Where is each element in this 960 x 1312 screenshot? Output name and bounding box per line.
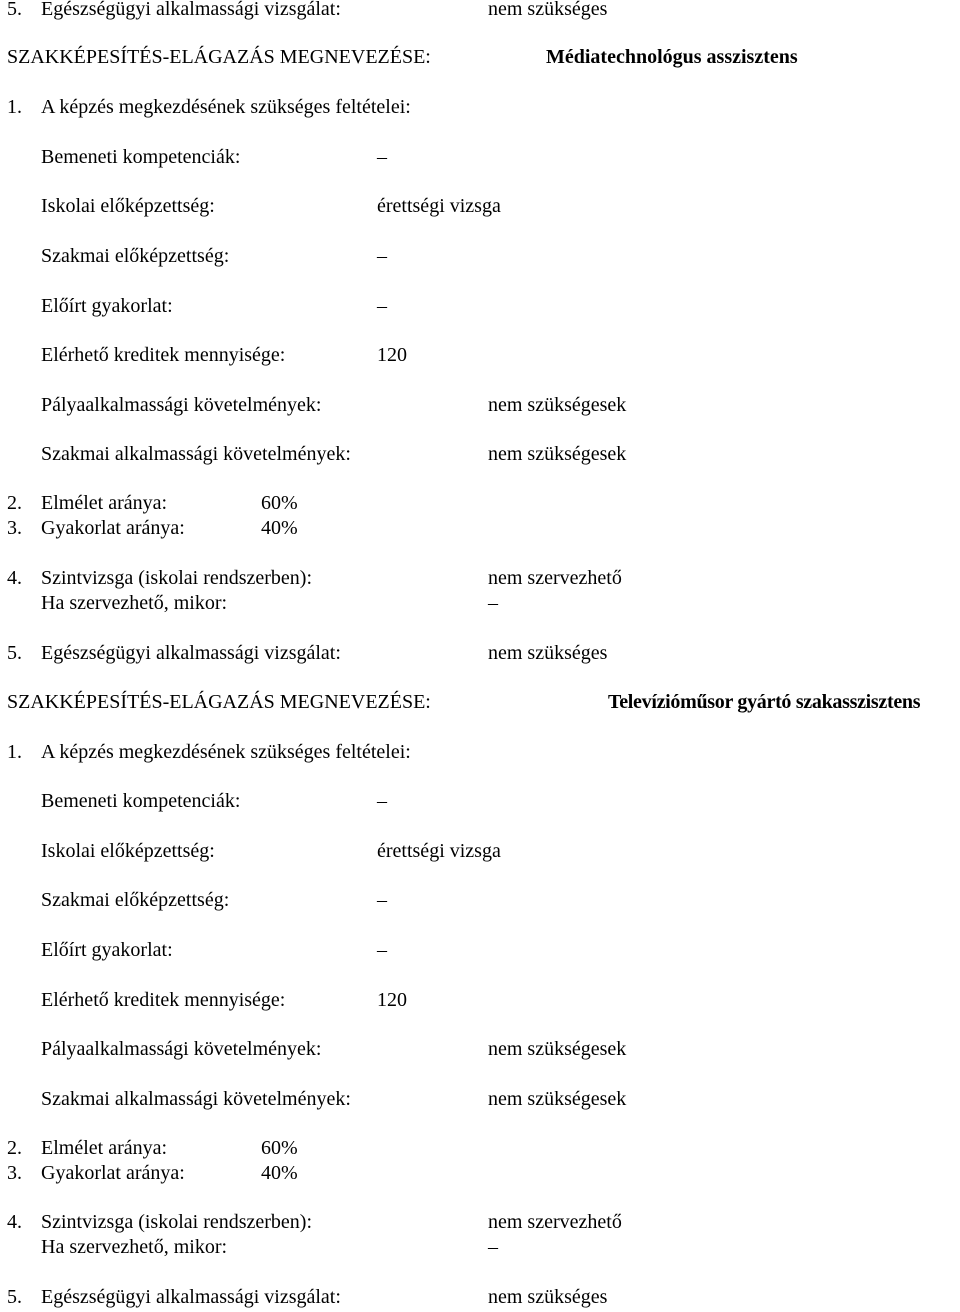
theory-ratio-value: 60%	[261, 492, 298, 514]
practice-ratio-label: Gyakorlat aránya:	[41, 517, 185, 539]
theory-ratio-number: 2.	[7, 1137, 22, 1159]
input-competencies-label: Bemeneti kompetenciák:	[41, 790, 241, 812]
theory-ratio-number: 2.	[7, 492, 22, 514]
required-practice-value: –	[377, 295, 387, 317]
school-prerequisite-label: Iskolai előképzettség:	[41, 195, 215, 217]
health-exam-value: nem szükséges	[488, 0, 608, 20]
required-practice-label: Előírt gyakorlat:	[41, 295, 173, 317]
practice-ratio-number: 3.	[7, 517, 22, 539]
input-competencies-value: –	[377, 790, 387, 812]
health-exam-label: Egészségügyi alkalmassági vizsgálat:	[41, 642, 341, 664]
professional-prerequisite-value: –	[377, 889, 387, 911]
career-aptitude-value: nem szükségesek	[488, 1038, 627, 1060]
branch-heading-label: SZAKKÉPESÍTÉS-ELÁGAZÁS MEGNEVEZÉSE:	[7, 691, 431, 713]
level-exam-label: Szintvizsga (iskolai rendszerben):	[41, 567, 313, 589]
professional-aptitude-label: Szakmai alkalmassági követelmények:	[41, 1088, 351, 1110]
level-exam-when-label: Ha szervezhető, mikor:	[41, 1236, 228, 1258]
health-exam-label: Egészségügyi alkalmassági vizsgálat:	[41, 1286, 341, 1308]
school-prerequisite-value: érettségi vizsga	[377, 840, 501, 862]
practice-ratio-value: 40%	[261, 517, 298, 539]
level-exam-label: Szintvizsga (iskolai rendszerben):	[41, 1211, 313, 1233]
health-exam-value: nem szükséges	[488, 1286, 608, 1308]
theory-ratio-label: Elmélet aránya:	[41, 1137, 168, 1159]
credits-label: Elérhető kreditek mennyisége:	[41, 989, 286, 1011]
health-exam-value: nem szükséges	[488, 642, 608, 664]
input-competencies-value: –	[377, 146, 387, 168]
level-exam-when-value: –	[488, 592, 498, 614]
requirements-title: A képzés megkezdésének szükséges feltételei:	[41, 96, 411, 118]
level-exam-when-label: Ha szervezhető, mikor:	[41, 592, 228, 614]
health-exam-number: 5.	[7, 0, 22, 20]
school-prerequisite-label: Iskolai előképzettség:	[41, 840, 215, 862]
level-exam-number: 4.	[7, 567, 22, 589]
career-aptitude-label: Pályaalkalmassági követelmények:	[41, 394, 322, 416]
professional-aptitude-value: nem szükségesek	[488, 443, 627, 465]
level-exam-value: nem szervezhető	[488, 1211, 622, 1233]
level-exam-number: 4.	[7, 1211, 22, 1233]
requirements-title: A képzés megkezdésének szükséges feltételei:	[41, 741, 411, 763]
practice-ratio-number: 3.	[7, 1162, 22, 1184]
professional-aptitude-value: nem szükségesek	[488, 1088, 627, 1110]
professional-prerequisite-label: Szakmai előképzettség:	[41, 889, 230, 911]
theory-ratio-value: 60%	[261, 1137, 298, 1159]
school-prerequisite-value: érettségi vizsga	[377, 195, 501, 217]
health-exam-number: 5.	[7, 642, 22, 664]
theory-ratio-label: Elmélet aránya:	[41, 492, 168, 514]
level-exam-when-value: –	[488, 1236, 498, 1258]
professional-prerequisite-label: Szakmai előképzettség:	[41, 245, 230, 267]
health-exam-label: Egészségügyi alkalmassági vizsgálat:	[41, 0, 341, 20]
practice-ratio-value: 40%	[261, 1162, 298, 1184]
level-exam-value: nem szervezhető	[488, 567, 622, 589]
health-exam-number: 5.	[7, 1286, 22, 1308]
input-competencies-label: Bemeneti kompetenciák:	[41, 146, 241, 168]
required-practice-label: Előírt gyakorlat:	[41, 939, 173, 961]
professional-aptitude-label: Szakmai alkalmassági követelmények:	[41, 443, 351, 465]
credits-label: Elérhető kreditek mennyisége:	[41, 344, 286, 366]
required-practice-value: –	[377, 939, 387, 961]
branch-heading-value: Televízióműsor gyártó szakasszisztens	[608, 691, 921, 713]
credits-value: 120	[377, 344, 407, 366]
career-aptitude-value: nem szükségesek	[488, 394, 627, 416]
practice-ratio-label: Gyakorlat aránya:	[41, 1162, 185, 1184]
branch-heading-label: SZAKKÉPESÍTÉS-ELÁGAZÁS MEGNEVEZÉSE:	[7, 46, 431, 68]
branch-heading-value: Médiatechnológus asszisztens	[546, 46, 798, 68]
career-aptitude-label: Pályaalkalmassági követelmények:	[41, 1038, 322, 1060]
professional-prerequisite-value: –	[377, 245, 387, 267]
requirements-number: 1.	[7, 96, 22, 118]
credits-value: 120	[377, 989, 407, 1011]
requirements-number: 1.	[7, 741, 22, 763]
